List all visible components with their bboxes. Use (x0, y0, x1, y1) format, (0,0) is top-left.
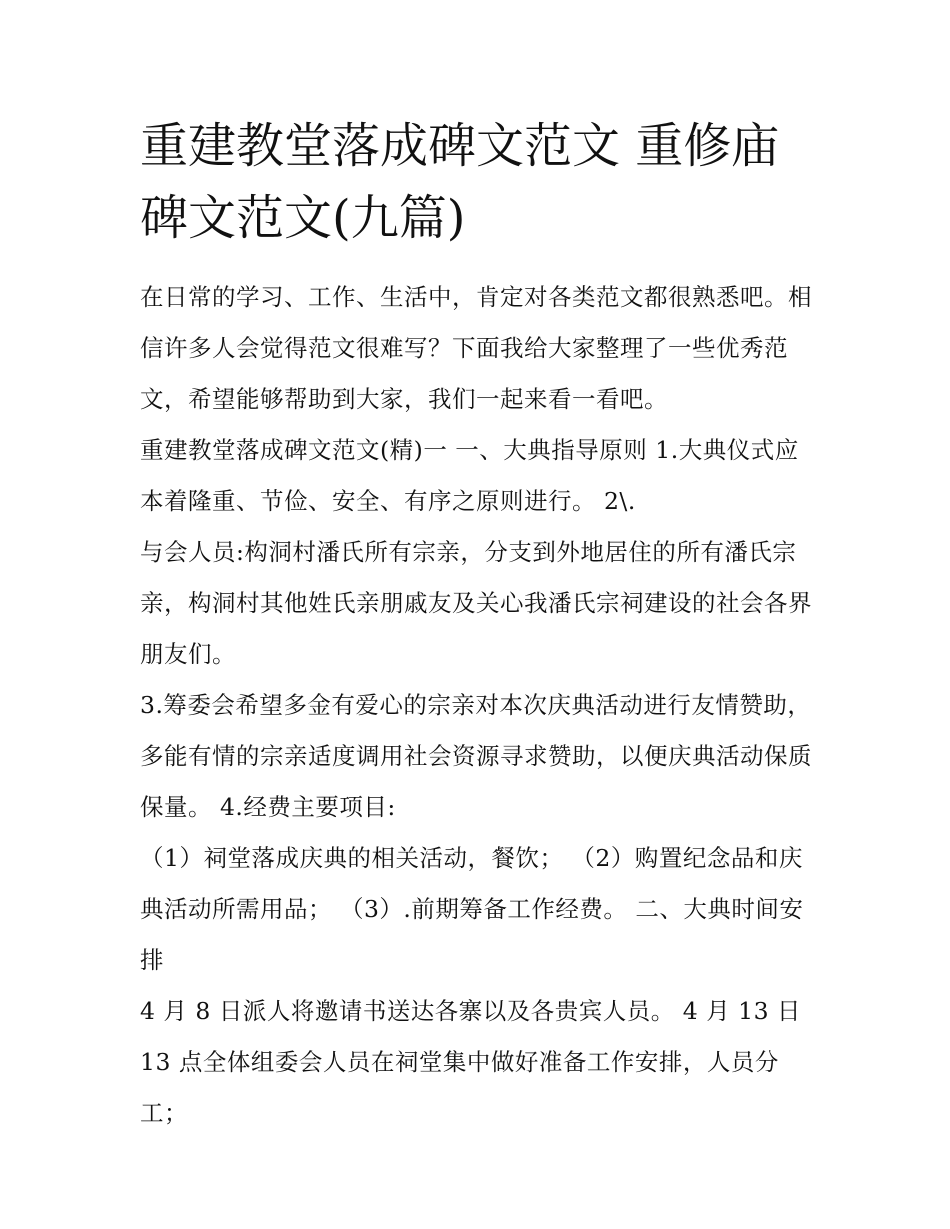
paragraph-expense-items: （1）祠堂落成庆典的相关活动，餐饮； （2）购置纪念品和庆典活动所需用品； （3）.前期筹备工作经费。 二、大典时间安排 (140, 844, 804, 974)
document-body (140, 272, 816, 1139)
paragraph-sponsorship: 3.筹委会希望多金有爱心的宗亲对本次庆典活动进行友情赞助，多能有情的宗亲适度调用社会资源寻求赞助，以便庆典活动保质保量。 4.经费主要项目: (140, 691, 812, 821)
paragraph-attendees: 与会人员:构洞村潘氏所有宗亲，分支到外地居住的所有潘氏宗亲，构洞村其他姓氏亲朋戚友及关心我潘氏宗祠建设的社会各界朋友们。 (140, 538, 812, 668)
paragraph-guiding-principles: 重建教堂落成碑文范文(精)一 一、大典指导原则 1.大典仪式应本着隆重、节俭、安全、有序之原则进行。 2\. (140, 436, 799, 515)
paragraph-schedule: 4 月 8 日派人将邀请书送达各寨以及各贵宾人员。 4 月 13 日 13 点全体组委会人员在祠堂集中做好准备工作安排，人员分工； (140, 997, 802, 1127)
document-title: 重建教堂落成碑文范文 重修庙碑文范文(九篇) (140, 118, 780, 246)
paragraph-intro: 在日常的学习、工作、生活中，肯定对各类范文都很熟悉吧。相信许多人会觉得范文很难写？下面我给大家整理了一些优秀范文，希望能够帮助到大家，我们一起来看一看吧。 (140, 283, 812, 413)
document-page (140, 110, 816, 1139)
